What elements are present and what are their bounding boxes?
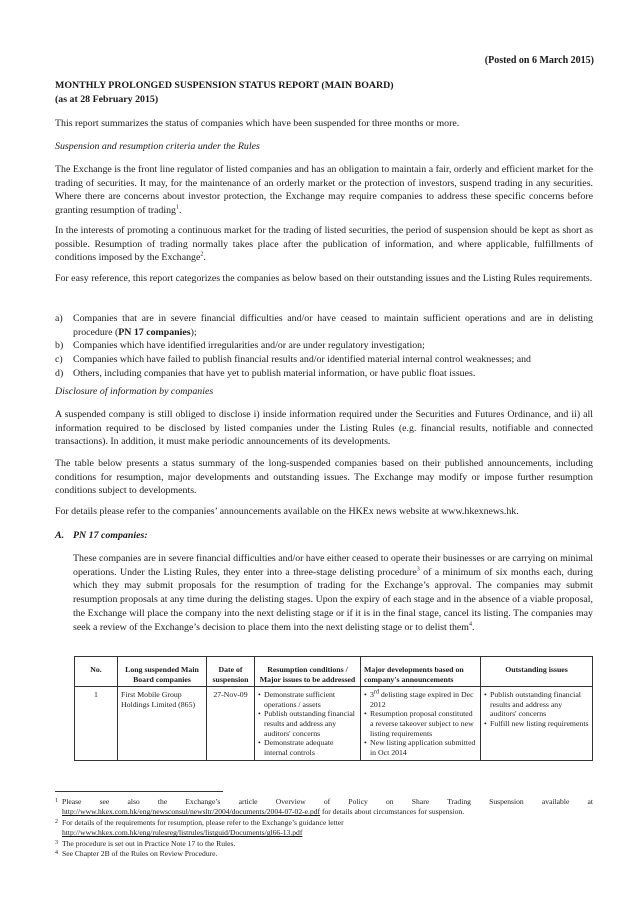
list-item: • Resumption proposal constituted a reverse takeover subject to new listing requirements [364, 709, 474, 738]
footnote-2: 2 For details of the requirements for resumption, please refer to the Exchange’s guidance letter http://www.hkex.com.hk/eng/rulesreg/listrules/listguid/Documents/gl66-13.pdf [55, 818, 344, 838]
column-header: Resumption conditions / Major issues to be addressed [255, 657, 361, 687]
footnote-ref: 4 [468, 621, 472, 628]
table-row [75, 687, 593, 761]
paragraph-pn17: These companies are in severe financial difficulties and/or have either ceased to operate their businesses or are carrying on minimal operations. Under the Listing Rules, they enter into a three-stage delisting procedure$^3$ of a minimum of six months each, during which they may submit proposals for the resumption of trading for the Exchange’s approval. The companies may submit resumption proposals at any time during the delisting stages. Upon the expiry of each stage and in the absence of a viable proposal, the Exchange will place the company into the next delisting stage or if it is in the final stage, cancel its listing. The companies may seek a review of the Exchange’s decision to place them into the next delisting stage or to delist them$^4$. [73, 553, 593, 633]
category-list [55, 312, 593, 381]
suspension-table [74, 656, 593, 761]
footnote-ref: 2 [200, 252, 204, 259]
footnote-3: 3 The procedure is set out in Practice Note 17 to the Rules. [55, 839, 236, 848]
list-item: • Publish outstanding financial results and address any auditors' concerns [484, 690, 581, 719]
table-header-row [75, 657, 593, 687]
list-item: • Demonstrate sufficient operations / assets [258, 690, 336, 709]
footnote-4: 4 See Chapter 2B of the Rules on Review Procedure. [55, 849, 218, 858]
report-subtitle: (as at 28 February 2015) [55, 94, 159, 105]
list-item: a) Companies that are in severe financial difficulties and/or have ceased to maintain sufficient operations and are in delisting procedure (PN 17 companies); [55, 313, 593, 338]
column-header: Long suspended Main Board companies [118, 657, 207, 687]
footnote-divider [55, 791, 223, 792]
list-item: • Demonstrate adequate internal controls [258, 738, 334, 757]
footnote-link[interactable]: http://www.hkex.com.hk/eng/rulesreg/listrules/listguid/Documents/gl66-13.pdf [62, 828, 303, 838]
report-title: MONTHLY PROLONGED SUSPENSION STATUS REPORT (MAIN BOARD) [55, 80, 394, 91]
cell-developments [361, 687, 481, 761]
column-header: Major developments based on company's announcements [361, 657, 481, 687]
list-item: • Fulfill new listing requirements [484, 718, 589, 728]
section-heading-suspension: Suspension and resumption criteria under the Rules [55, 141, 260, 152]
list-item: b) Companies which have identified irregularities and/or are under regulatory investigation; [55, 340, 425, 352]
footnote-ref: 3 [416, 566, 420, 573]
footnote-1: 1 Please see also the Exchange’s article Overview of Policy on Share Trading Suspension available at http://www.hkex.com.hk/eng/newsconsul/newsltr/2004/documents/2004-07-02-e.pdf for details about circumstances for suspension. [55, 797, 593, 817]
cell-date: 27-Nov-09 [207, 687, 255, 761]
paragraph-categories-intro: For easy reference, this report categorizes the companies as below based on their outstanding issues and the Listing Rules requirements. [55, 273, 593, 284]
list-item: • New listing application submitted in Oct 2014 [364, 738, 476, 757]
section-a-heading: A. PN 17 companies: [55, 530, 148, 541]
paragraph-continuous-market: In the interests of promoting a continuous market for the trading of listed securities, the period of suspension should be kept as short as possible. Resumption of trading normally takes place after the publication of information, and where applicable, fulfillments of conditions imposed by the Exchange$^2$. [55, 225, 593, 264]
column-header: Outstanding issues [481, 657, 593, 687]
cell-conditions [255, 687, 361, 761]
column-header: No. [75, 657, 118, 687]
posted-date: (Posted on 6 March 2015) [484, 55, 594, 66]
paragraph-table-summary: The table below presents a status summary of the long-suspended companies based on their published announcements, including conditions for resumption, major developments and outstanding issues. The Exchange may modify or impose further resumption conditions subject to developments. [55, 458, 593, 497]
section-heading-disclosure: Disclosure of information by companies [55, 386, 214, 397]
cell-no: 1 [75, 687, 118, 761]
paragraph-disclosure: A suspended company is still obliged to disclose i) inside information required under the Securities and Futures Ordinance, and ii) all information required to be disclosed by listed companies under the Listing Rules (e.g. financial results, notifiable and connected transactions). In addition, it must make periodic announcements of its developments. [55, 409, 593, 448]
paragraph-exchange-role: The Exchange is the front line regulator of listed companies and has an obligation to maintain a fair, orderly and efficient market for the trading of securities. It may, for the maintenance of an orderly market or the protection of investors, suspend trading in any securities. Where there are concerns about investor protection, the Exchange may require companies to address these specific concerns before granting resumption of trading$^1$. [55, 164, 593, 217]
list-item: d) Others, including companies that have yet to publish material information, or have public float issues. [55, 367, 476, 379]
footnote-link[interactable]: http://www.hkex.com.hk/eng/newsconsul/newsltr/2004/documents/2004-07-02-e.pdf [62, 807, 321, 817]
list-item: • 3rd delisting stage expired in Dec 2012 [364, 689, 474, 709]
cell-outstanding [481, 687, 593, 761]
list-item: • Publish outstanding financial results and address any auditors' concerns [258, 709, 355, 738]
column-header: Date of suspension [207, 657, 255, 687]
cell-company: First Mobile Group Holdings Limited (865) [118, 687, 207, 761]
intro-paragraph: This report summarizes the status of companies which have been suspended for three months or more. [55, 118, 460, 129]
footnote-ref: 1 [175, 204, 179, 211]
list-item: c) Companies which have failed to publish financial results and/or identified material internal control weaknesses; and [55, 354, 531, 366]
paragraph-details-link: For details please refer to the companies’ announcements available on the HKEx news website at www.hkexnews.hk. [55, 506, 519, 517]
